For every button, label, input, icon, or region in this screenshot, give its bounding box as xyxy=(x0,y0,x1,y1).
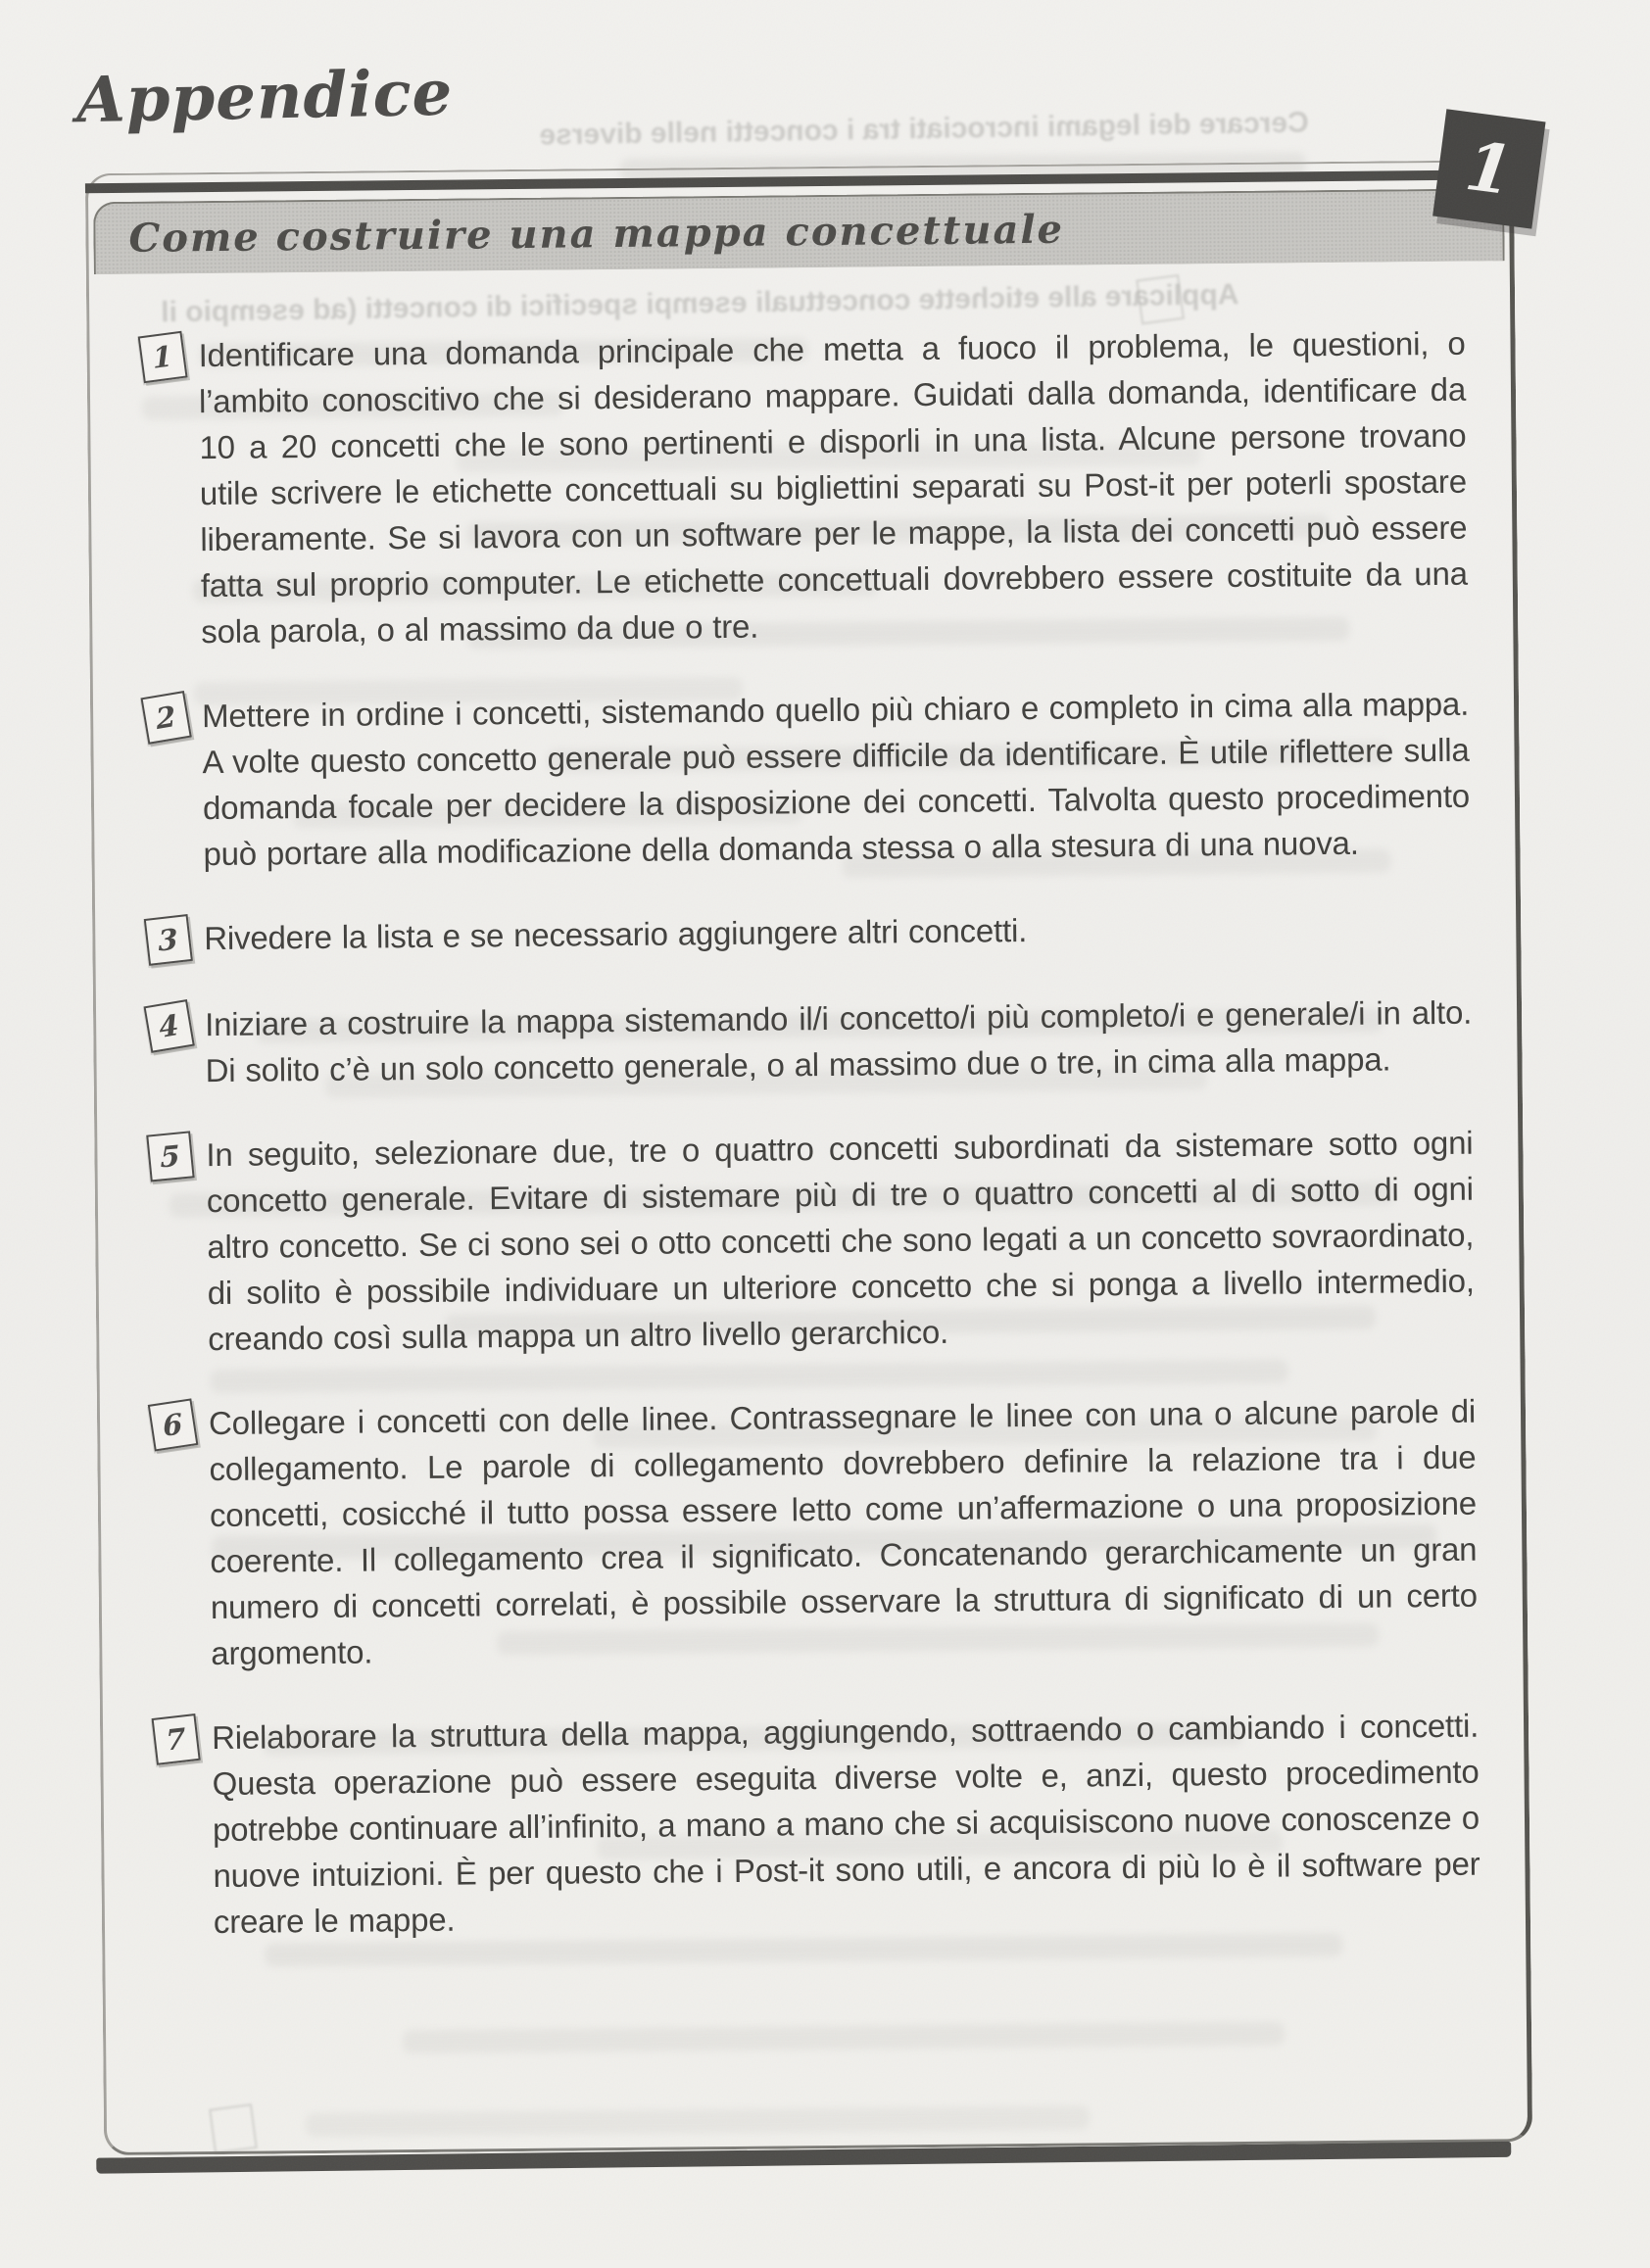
instructions-list xyxy=(140,260,1481,1984)
item-text: Mettere in ordine i concetti, sistemando quello più chiaro e completo in cima alla mappa. A volte questo concetto generale può essere difficile da identificare. È utile riflettere sulla domanda focale per decidere la disposizione dei concetti. Talvolta questo procedimento può portare alla modificazione della domanda stessa o alla stesura di una nuova. xyxy=(201,685,1471,873)
box-title: Come costruire una mappa concettuale xyxy=(128,206,1065,262)
item-number: 2 xyxy=(154,699,178,736)
item-number-badge xyxy=(143,999,194,1053)
list-item xyxy=(148,1120,1475,1363)
item-number-badge xyxy=(138,331,188,383)
item-number-badge xyxy=(144,914,193,966)
item-text: Iniziare a costruire la mappa sistemando il/i concetto/i più completo/i e generale/i in alto. Di solito c’è un solo concetto generale, o al massimo due o tre, in cima alla mappa. xyxy=(204,993,1473,1089)
bleedthrough-text: Applicare alle etichette concettuali esempi specifici di concetti (ad esempio il xyxy=(160,278,1239,329)
list-item xyxy=(146,903,1471,964)
item-number-badge xyxy=(152,1713,201,1765)
item-number-badge xyxy=(146,1131,194,1182)
item-number: 6 xyxy=(162,1406,184,1443)
list-item xyxy=(147,989,1473,1094)
item-text: Collegare i concetti con delle linee. Contrassegnare le linee con una o alcune parole di collegamento. Le parole di collegamento dovrebbero definire la relazione tra i due concetti, cosicché il tutto possa essere letto come un’affermazione o una proposizione coerente. Il collegamento crea il significato. Concatenando gerarchicamente un gran numero di concetti correlati, è possibile osservare la struttura di significato di un certo argomento. xyxy=(208,1392,1478,1672)
item-number: 1 xyxy=(152,338,174,375)
item-number: 7 xyxy=(165,1720,187,1758)
item-number-badge xyxy=(148,1398,199,1451)
list-item xyxy=(140,320,1468,655)
item-number-badge xyxy=(140,691,191,745)
list-item xyxy=(144,681,1471,878)
item-number: 3 xyxy=(158,921,179,958)
content-box xyxy=(85,160,1532,2155)
item-text: Identificare una domanda principale che metta a fuoco il problema, le questioni, o l’ambito conoscitivo che si desiderano mappare. Guidati dalla domanda, identificare da 10 a 20 concetti che le sono pertinenti e disporli in una lista. Alcune persone trovano utile scrivere le etichette concettuali su bigliettini separati su Post-it per poterli spostare liberamente. Se si lavora con un software per le mappe, la lista dei concetti può essere fatta sul proprio computer. Le etichette concettuali dovrebbero essere costituite da una sola parola, o al massimo da due o tre. xyxy=(198,324,1468,651)
item-text: In seguito, selezionare due, tre o quattro concetti subordinati da sistemare sotto ogni concetto generale. Evitare di sistemare più di tre o quattro concetti al di sotto di ogni altro concetto. Se ci sono sei o otto concetti che sono legati a un concetto sovraordinato, di solito è possibile individuare un ulteriore concetto che si ponga a livello intermedio, creando così sulla mappa un altro livello gerarchico. xyxy=(206,1124,1475,1358)
page-title: Appendice xyxy=(75,56,454,138)
page-number: 1 xyxy=(1461,126,1518,212)
item-number: 4 xyxy=(158,1007,181,1044)
item-number: 5 xyxy=(160,1137,181,1174)
list-item xyxy=(151,1388,1479,1677)
page-number-badge xyxy=(1432,109,1545,228)
bleedthrough-text: Cercare dei legami incrociati tra i concetti nelle diverse xyxy=(539,106,1309,152)
item-text: Rielaborare la struttura della mappa, aggiungendo, sottraendo o cambiando i concetti. Questa operazione può essere eseguita diverse volte e, anzi, questo procedimento potrebbe continuare all’infinito, a mano a mano che si acquisiscono nuove conoscenze o nuove intuizioni. È per questo che i Post-it sono utili, e ancora di più lo è il software per creare le mappe. xyxy=(211,1707,1480,1941)
list-item xyxy=(154,1703,1480,1946)
item-text: Rivedere la lista e se necessario aggiungere altri concetti. xyxy=(204,912,1028,957)
